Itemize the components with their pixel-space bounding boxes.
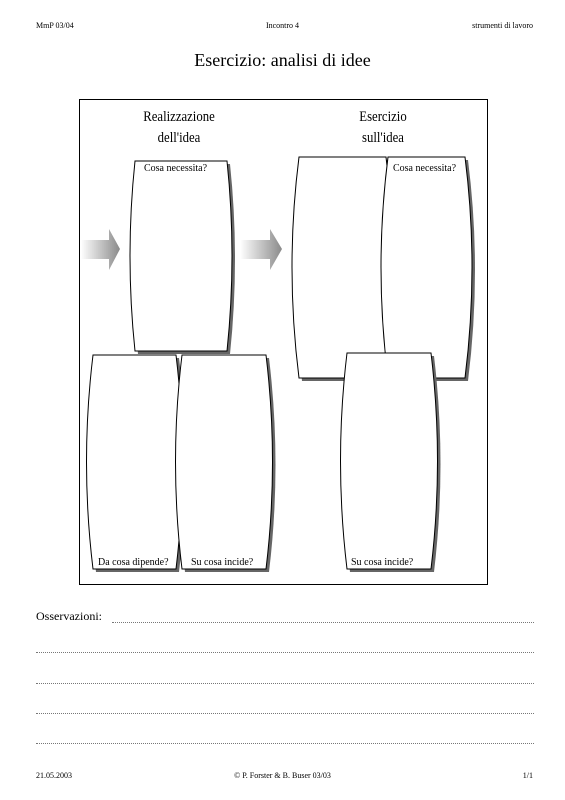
- page-title: Esercizio: analisi di idee: [194, 50, 371, 70]
- box-left-necessita: [130, 161, 235, 354]
- heading-esercizio-line1: Esercizio: [359, 109, 407, 125]
- observations-line[interactable]: [36, 683, 534, 684]
- observations-line[interactable]: [36, 743, 534, 744]
- heading-esercizio: [332, 107, 434, 149]
- box-right-blank: [292, 157, 396, 381]
- footer-page-number: 1/1: [522, 771, 533, 780]
- header-right: strumenti di lavoro: [472, 21, 533, 30]
- footer-copyright: © P. Forster & B. Buser 03/03: [234, 771, 331, 780]
- arrow-middle: [240, 229, 282, 270]
- arrow-left: [81, 229, 120, 270]
- observations-label: Osservazioni:: [36, 609, 102, 623]
- heading-esercizio-line2: sull'idea: [362, 130, 404, 146]
- heading-realizzazione-line2: dell'idea: [157, 130, 201, 146]
- box-left-incide: [176, 355, 276, 572]
- header-center: Incontro 4: [265, 21, 300, 30]
- label-su-cosa-incide-left: Su cosa incide?: [191, 557, 254, 568]
- box-left-dipende: [87, 355, 186, 572]
- heading-realizzazione-line1: Realizzazione: [143, 109, 215, 125]
- observations-line[interactable]: [36, 713, 534, 714]
- header-left: MmP 03/04: [36, 21, 74, 30]
- label-su-cosa-incide-right: Su cosa incide?: [351, 557, 414, 568]
- box-right-incide: [341, 353, 441, 572]
- heading-realizzazione: [128, 107, 230, 149]
- footer-date: 21.05.2003: [36, 771, 72, 780]
- box-right-necessita: [381, 157, 475, 381]
- observations-line[interactable]: [112, 622, 534, 623]
- label-cosa-necessita-left: Cosa necessita?: [144, 163, 208, 174]
- label-da-cosa-dipende: Da cosa dipende?: [98, 557, 169, 568]
- label-cosa-necessita-right: Cosa necessita?: [393, 163, 457, 174]
- observations-line[interactable]: [36, 652, 534, 653]
